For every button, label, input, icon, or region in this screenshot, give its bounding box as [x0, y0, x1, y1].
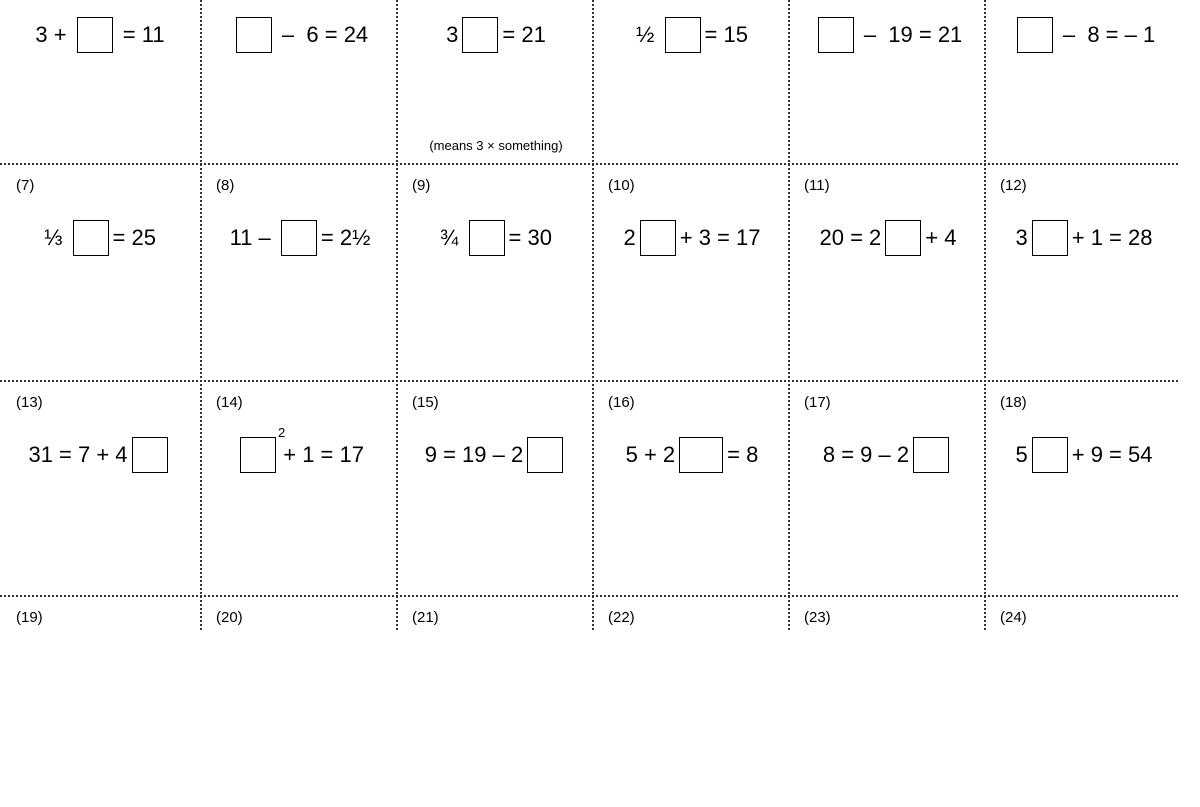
equation-text: = 21	[502, 22, 546, 47]
answer-box[interactable]	[462, 17, 498, 53]
equation-text: 3	[1015, 225, 1028, 250]
answer-box[interactable]	[469, 220, 505, 256]
answer-box[interactable]	[818, 17, 854, 53]
problem-number: (15)	[412, 394, 439, 411]
answer-box[interactable]	[527, 437, 563, 473]
equation-text: + 4	[925, 225, 957, 250]
equation-text: = 25	[112, 225, 156, 250]
problem-number: (12)	[1000, 177, 1027, 194]
answer-box[interactable]	[885, 220, 921, 256]
equation-text: + 3 = 17	[679, 225, 761, 250]
problem-number: (20)	[216, 609, 243, 626]
problem-cell	[790, 597, 986, 807]
equation-text: 5	[1015, 442, 1028, 467]
problem-number: (18)	[1000, 394, 1027, 411]
equation-text: = 30	[508, 225, 552, 250]
equation-text: ½	[636, 22, 661, 47]
problem-number: (23)	[804, 609, 831, 626]
problem-cell	[986, 165, 1182, 375]
problem-cell	[202, 597, 398, 807]
equation-text: = 8	[727, 442, 759, 467]
equation-text: 3	[446, 22, 459, 47]
equation	[594, 16, 790, 54]
equation	[2, 16, 198, 54]
problem-cell	[202, 382, 398, 592]
equation-text: 5 + 2	[625, 442, 676, 467]
problem-number: (9)	[412, 177, 431, 194]
equation	[790, 219, 986, 257]
equation	[790, 16, 986, 54]
equation-text: – 19 = 21	[857, 22, 963, 47]
equation-text: 3 +	[35, 22, 73, 47]
equation-text: + 1 = 17	[283, 442, 364, 467]
problem-cell	[398, 165, 594, 375]
problem-number: (8)	[216, 177, 235, 194]
problem-number: (14)	[216, 394, 243, 411]
answer-box[interactable]	[73, 220, 109, 256]
equation-text: – 8 = – 1	[1056, 22, 1156, 47]
hint-note: (means 3 × something)	[429, 138, 563, 153]
equation	[986, 219, 1182, 257]
problem-cell	[790, 382, 986, 592]
equation-text: ¾	[440, 225, 465, 250]
equation-text: 20 = 2	[819, 225, 882, 250]
problem-number: (17)	[804, 394, 831, 411]
equation-text: 11 –	[229, 225, 277, 250]
problem-cell	[594, 382, 790, 592]
equation	[398, 219, 594, 257]
equation-text: 9 = 19 – 2	[424, 442, 524, 467]
problem-number: (10)	[608, 177, 635, 194]
problem-cell	[986, 382, 1182, 592]
answer-box[interactable]	[1017, 17, 1053, 53]
problem-cell	[398, 597, 594, 807]
problem-number: (7)	[16, 177, 35, 194]
equation-text: 8 = 9 – 2	[822, 442, 910, 467]
equation-text: = 11	[116, 22, 165, 47]
problem-cell	[2, 165, 198, 375]
answer-box[interactable]	[640, 220, 676, 256]
answer-box[interactable]	[281, 220, 317, 256]
exponent: 2	[278, 425, 286, 440]
problem-number: (16)	[608, 394, 635, 411]
problem-cell	[594, 165, 790, 375]
equation	[2, 219, 198, 257]
equation-text: + 9 = 54	[1071, 442, 1153, 467]
answer-box[interactable]	[77, 17, 113, 53]
problem-cell	[986, 597, 1182, 807]
answer-box[interactable]	[1032, 437, 1068, 473]
problem-number: (11)	[804, 177, 830, 194]
answer-box[interactable]	[240, 437, 276, 473]
equation	[594, 219, 790, 257]
problem-number: (24)	[1000, 609, 1027, 626]
equation	[398, 16, 594, 54]
problem-cell	[2, 382, 198, 592]
equation-text: – 6 = 24	[275, 22, 369, 47]
equation	[202, 219, 398, 257]
equation-text: 31 = 7 + 4	[28, 442, 128, 467]
problem-number: (13)	[16, 394, 43, 411]
equation	[986, 16, 1182, 54]
answer-box[interactable]	[665, 17, 701, 53]
equation	[202, 425, 398, 474]
equation-text: = 15	[704, 22, 748, 47]
problem-number: (19)	[16, 609, 43, 626]
problem-number: (21)	[412, 609, 439, 626]
equation	[986, 436, 1182, 474]
equation	[2, 436, 198, 474]
answer-box[interactable]	[132, 437, 168, 473]
problem-cell	[398, 382, 594, 592]
answer-box[interactable]	[913, 437, 949, 473]
equation-text: 2	[623, 225, 636, 250]
problem-cell	[790, 165, 986, 375]
problem-cell	[2, 597, 198, 807]
equation-text: = 2½	[320, 225, 371, 250]
problem-number: (22)	[608, 609, 635, 626]
problem-cell	[202, 165, 398, 375]
equation	[790, 436, 986, 474]
problem-cell	[594, 597, 790, 807]
answer-box[interactable]	[1032, 220, 1068, 256]
answer-box[interactable]	[236, 17, 272, 53]
equation	[398, 436, 594, 474]
equation-text: ⅓	[44, 225, 69, 250]
equation-text: + 1 = 28	[1071, 225, 1153, 250]
equation	[202, 16, 398, 54]
answer-box[interactable]	[679, 437, 723, 473]
equation	[594, 436, 790, 474]
